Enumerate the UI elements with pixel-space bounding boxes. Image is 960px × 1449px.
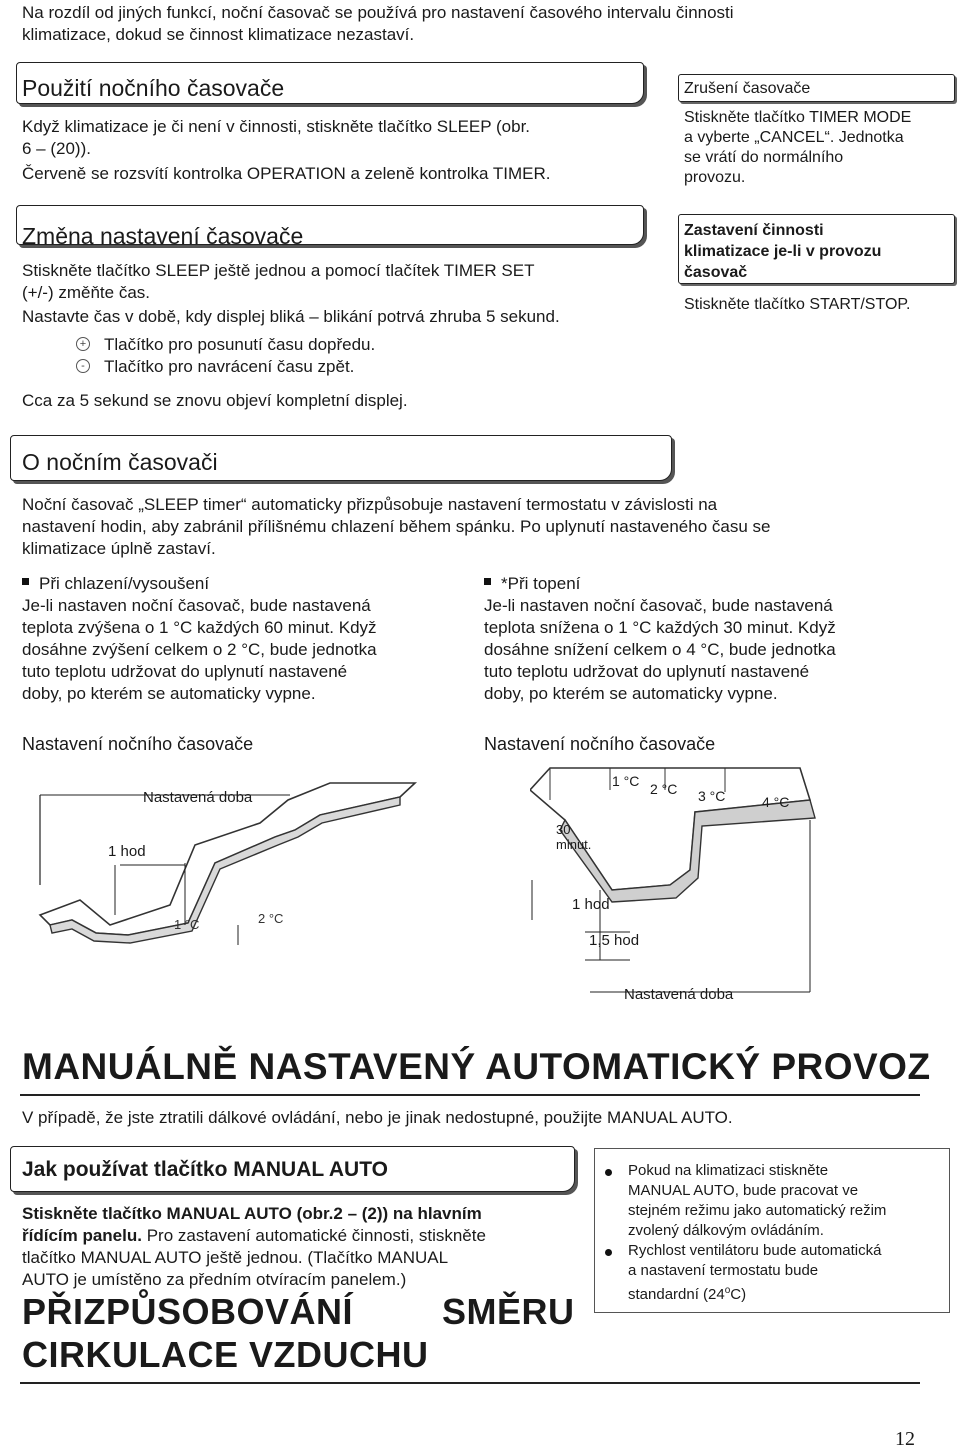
square-bullet-icon <box>22 578 29 585</box>
cooling-line: Je-li nastaven noční časovač, bude nastavená <box>22 596 371 615</box>
change-paragraph <box>22 260 672 412</box>
heating-30-label: 30 <box>556 822 571 837</box>
cooling-section <box>22 573 482 705</box>
heating-4c-label: 4 °C <box>762 794 790 810</box>
manual-box-title: Jak používat tlačítko MANUAL AUTO <box>22 1158 389 1181</box>
manual-bold-line: Stiskněte tlačítko MANUAL AUTO (obr.2 – (2)) na hlavním <box>22 1204 482 1223</box>
cooling-line: teplota zvýšena o 1 °C každých 60 minut. Když <box>22 618 377 637</box>
manual-notes-box <box>594 1148 950 1313</box>
plus-button-text: Tlačítko pro posunutí času dopředu. <box>104 335 376 354</box>
cancel-title: Zrušení časovače <box>684 80 811 97</box>
heating-section <box>484 573 944 705</box>
manual-note-item <box>605 1161 943 1241</box>
intro-line: klimatizace, dokud se činnost klimatizace nezastaví. <box>22 25 415 44</box>
cooling-1c-label: 1 °C <box>174 917 200 932</box>
note-line: zvolený dálkovým ovládáním. <box>628 1222 824 1239</box>
cancel-line: a vyberte „CANCEL“. Jednotka <box>684 129 904 146</box>
manual-heading: MANUÁLNĚ NASTAVENÝ AUTOMATICKÝ PROVOZ <box>22 1046 931 1087</box>
heating-1c-label: 1 °C <box>612 773 640 789</box>
page-number: 12 <box>895 1428 915 1449</box>
plus-icon: + <box>76 337 90 351</box>
stop-title <box>684 220 952 283</box>
airflow-heading-word2: SMĚRU <box>442 1291 575 1332</box>
note-line: Rychlost ventilátoru bude automatická <box>628 1242 882 1259</box>
heating-minut-label: minut. <box>556 837 592 852</box>
manual-line: tlačítko MANUAL AUTO ještě jednou. (Tlačítko MANUAL <box>22 1248 449 1267</box>
change-line: Stiskněte tlačítko SLEEP ještě jednou a pomocí tlačítek TIMER SET <box>22 261 535 280</box>
airflow-heading-rule <box>20 1382 920 1384</box>
manual-heading-rule <box>20 1094 920 1096</box>
cooling-title: Při chlazení/vysoušení <box>39 574 210 593</box>
usage-paragraph <box>22 116 662 185</box>
heating-hour-label: 1 hod <box>572 896 610 913</box>
about-line: nastavení hodin, aby zabránil přílišnému chlazení během spánku. Po uplynutí nastaveného času se <box>22 517 771 536</box>
stop-title-line: klimatizace je-li v provozu <box>684 243 882 260</box>
heating-line: Je-li nastaven noční časovač, bude nastavená <box>484 596 833 615</box>
heating-title: *Při topení <box>501 574 581 593</box>
note-text: C) <box>730 1286 747 1303</box>
about-line: klimatizace úplně zastaví. <box>22 539 216 558</box>
cancel-line: provozu. <box>684 169 746 186</box>
usage-line: Červeně se rozsvítí kontrolka OPERATION a zeleně kontrolka TIMER. <box>22 164 551 183</box>
change-title: Změna nastavení časovače <box>22 223 304 249</box>
note-text: standardní (24 <box>628 1286 725 1303</box>
note-line: Pokud na klimatizaci stiskněte <box>628 1162 829 1179</box>
heating-15hour-label: 1,5 hod <box>589 932 640 949</box>
degree-superscript: o <box>724 1285 731 1296</box>
heating-line: tuto teplotu udržovat do uplynutí nastavené <box>484 662 810 681</box>
manual-line: AUTO je umístěno za předním otvíracím panelem.) <box>22 1270 407 1289</box>
cooling-line: tuto teplotu udržovat do uplynutí nastavené <box>22 662 348 681</box>
heating-2c-label: 2 °C <box>650 781 678 797</box>
note-line: MANUAL AUTO, bude pracovat ve <box>628 1182 859 1199</box>
airflow-heading-line2: CIRKULACE VZDUCHU <box>22 1334 429 1375</box>
usage-title: Použití nočního časovače <box>22 75 285 101</box>
cancel-line: se vrátí do normálního <box>684 149 844 166</box>
cooling-title-row <box>22 573 482 595</box>
heating-step-diagram <box>530 760 950 1010</box>
minus-button-row <box>22 356 672 378</box>
cooling-period-label: Nastavená doba <box>143 789 253 806</box>
plus-button-row <box>22 334 672 356</box>
heating-diagram-title: Nastavení nočního časovače <box>484 734 716 754</box>
manual-line <box>22 1225 582 1247</box>
stop-text: Stiskněte tlačítko START/STOP. <box>684 296 911 313</box>
square-bullet-icon <box>484 578 491 585</box>
airflow-heading-word1: PŘIZPŮSOBOVÁNÍ <box>22 1291 354 1332</box>
bullet-icon <box>605 1169 612 1176</box>
about-title: O nočním časovači <box>22 449 218 475</box>
stop-title-line: Zastavení činnosti <box>684 222 824 239</box>
cooling-2c-label: 2 °C <box>258 911 284 926</box>
note-line: a nastavení termostatu bude <box>628 1262 819 1279</box>
manual-note-item <box>605 1241 943 1305</box>
intro-paragraph <box>22 2 922 46</box>
usage-line: 6 – (20)). <box>22 139 91 158</box>
usage-line: Když klimatizace je či není v činnosti, stiskněte tlačítko SLEEP (obr. <box>22 117 531 136</box>
intro-line: Na rozdíl od jiných funkcí, noční časovač se používá pro nastavení časového intervalu činnosti <box>22 3 734 22</box>
note-line <box>628 1281 881 1305</box>
cooling-line: dosáhne zvýšení celkem o 2 °C, bude jednotka <box>22 640 377 659</box>
heating-period-label: Nastavená doba <box>624 986 734 1003</box>
manual-intro: V případě, že jste ztratili dálkové ovládání, nebo je jinak nedostupné, použijte MANUAL AUTO. <box>22 1108 733 1127</box>
heating-line: doby, po kterém se automaticky vypne. <box>484 684 778 703</box>
heating-line: teplota snížena o 1 °C každých 30 minut. Když <box>484 618 836 637</box>
minus-icon: - <box>76 359 90 373</box>
manual-line-rest: Pro zastavení automatické činnosti, stiskněte <box>141 1226 486 1245</box>
note-line: stejném režimu jako automatický režim <box>628 1202 887 1219</box>
manual-paragraph <box>22 1203 582 1291</box>
cooling-hour-label: 1 hod <box>108 843 146 860</box>
cooling-line: doby, po kterém se automaticky vypne. <box>22 684 316 703</box>
cooling-diagram-title: Nastavení nočního časovače <box>22 734 254 754</box>
cancel-line: Stiskněte tlačítko TIMER MODE <box>684 109 912 126</box>
heating-line: dosáhne snížení celkem o 4 °C, bude jednotka <box>484 640 836 659</box>
change-line: Nastavte čas v době, kdy displej bliká – blikání potrvá zhruba 5 sekund. <box>22 307 560 326</box>
about-line: Noční časovač „SLEEP timer“ automaticky přizpůsobuje nastavení termostatu v závislosti na <box>22 495 718 514</box>
manual-notes <box>595 1149 949 1305</box>
stop-title-line: časovač <box>684 264 748 281</box>
about-paragraph <box>22 494 942 560</box>
heating-3c-label: 3 °C <box>698 788 726 804</box>
minus-button-text: Tlačítko pro navrácení času zpět. <box>104 357 355 376</box>
manual-bold-text: řídícím panelu. <box>22 1226 142 1245</box>
heating-title-row <box>484 573 944 595</box>
change-line: (+/-) změňte čas. <box>22 283 151 302</box>
bullet-icon <box>605 1249 612 1256</box>
cancel-paragraph <box>684 108 956 188</box>
change-after: Cca za 5 sekund se znovu objeví kompletní displej. <box>22 391 408 410</box>
